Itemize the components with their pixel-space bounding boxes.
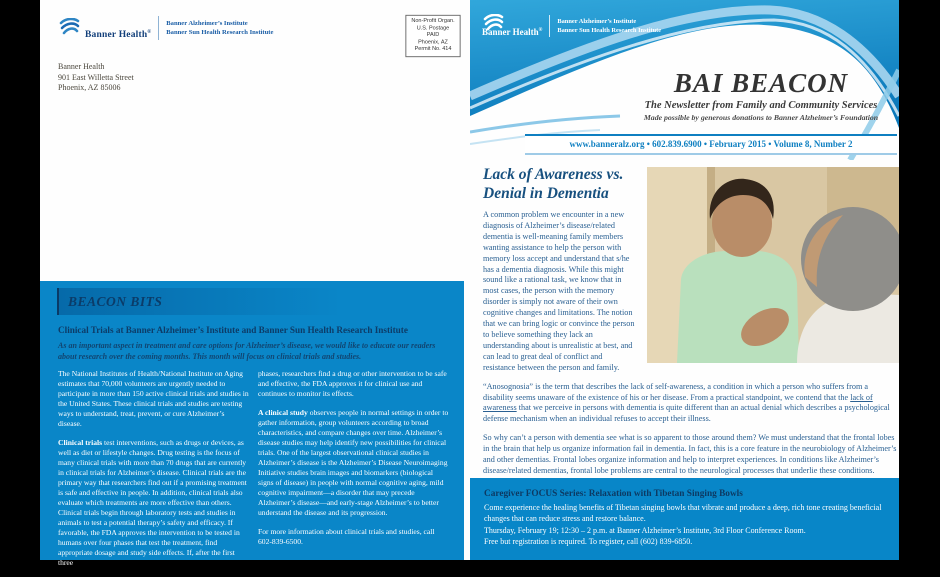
article-paragraph: A common problem we encounter in a new diagnosis of Alzheimer’s disease/related dementia is well-meaning family members wanting assistance to help the person with memory loss accept and understand that s/he has a dementia diagnosis. While this might sound like a rational task, we know that in most cases, the person with the memory disorder is simply not aware of their own cognitive changes and limitations. The notion that we can bring logic or convince the person to believe something they lack an understanding about is unrealistic at best, and can lead to great deal of conflict and resistance between the person and family. [483, 210, 635, 372]
logo-divider [158, 16, 159, 40]
beacon-bits-header-band [57, 288, 464, 315]
article-photo [647, 167, 899, 363]
issue-info-bar: www.banneralz.org • 602.839.6900 • February 2015 • Volume 8, Number 2 [525, 134, 897, 155]
institute-line: Banner Sun Health Research Institute [557, 26, 662, 34]
event-line: Thursday, February 19; 12:30 – 2 p.m. at Banner Alzheimer’s Institute, 3rd Floor Conference Room. [484, 525, 806, 535]
postage-permit-box: Non-Profit Organ. U.S. Postage PAID Phoenix, AZ Permit No. 414 [405, 15, 460, 57]
paragraph: The National Institutes of Health/National Institute on Aging estimates that 70,000 volunteers are urgently needed to participate in more than 150 active clinical trials and studies in the United States. These clinical trials and studies are testing ways to understand, treat, prevent, or cure Alzheimer’s disease. [58, 369, 249, 428]
institute-names [166, 19, 273, 37]
institute-line: Banner Alzheimer’s Institute [557, 17, 637, 25]
event-line: Come experience the healing benefits of Tibetan singing bowls that vibrate and produce a deep, rich tone creating beneficial changes that can reduce stress and restore balance. [484, 503, 882, 524]
institute-names [557, 17, 661, 35]
article-paragraph: “Anosognosia” is the term that describes the lack of self-awareness, a condition in which a person who suffers from a disability seems unaware of the existence of his or her disease. From a practical standpoint, we contend that the lack of awareness that we perceive in persons with dementia is quite different than an actual denial which describes a psychological defense mechanism when an individual refuses to accept their illness. [483, 381, 890, 424]
newsletter-title: BAI BEACON [673, 68, 849, 98]
address-line: 901 East Willetta Street [58, 72, 134, 82]
paragraph: phases, researchers find a drug or other intervention to be safe and effective, the FDA approves it for clinical use and continues to monitor its effects. [258, 369, 447, 398]
banner-health-logo-white [482, 14, 661, 37]
address-line: Banner Health [58, 62, 105, 71]
logo-divider [549, 15, 550, 37]
beacon-bits-heading: Clinical Trials at Banner Alzheimer’s Institute and Banner Sun Health Research Institute [58, 325, 408, 335]
newsletter-tagline: Made possible by generous donations to Banner Alzheimer’s Foundation [643, 113, 879, 122]
article-paragraph: So why can’t a person with dementia see what is so apparent to those around them? We must understand that the frontal lobes in the brain that help us organize information fail in dementia. In fact, this is a core feature in the neurobiology of Alzheimer’s and other dementias. Frontal lobes organize information and help to interpret experiences. In conditions like Alzheimer’s disease/related dementias, frontal lobe problems are central to the neurological processes that underlie these conditions. [483, 433, 897, 475]
newsletter-masthead [625, 68, 897, 122]
institute-line: Banner Sun Health Research Institute [166, 29, 274, 37]
event-line: Free but registration is required. To register, call (602) 839-6850. [484, 536, 693, 546]
paragraph: A clinical study observes people in normal settings in order to gather information, group volunteers according to broad characteristics, and compare changes over time. Alzheimer’s disease studies may help identify new possibilities for clinical trials. One of the largest observational clinical studies in Alzheimer’s disease is the Alzheimer’s Disease Neuroimaging Initiative studies brain images and biomarkers (biological signs of disease) in people with normal cognitive aging, mild cognitive impairment—a disorder that may precede Alzheimer’s disease—and early-stage Alzheimer’s to better understand the disease and its progression. [258, 408, 449, 517]
banner-health-swoosh-icon [482, 14, 504, 34]
photo-two-men-talking [647, 167, 899, 363]
bold-lead: Clinical trials [58, 438, 103, 447]
beacon-bits-column-2 [258, 369, 450, 556]
paragraph: For more information about clinical trials and studies, call 602-839-6500. [258, 527, 435, 546]
banner-health-logo [58, 16, 273, 40]
section-title: BEACON BITS [68, 293, 163, 309]
beacon-bits-intro: As an important aspect in treatment and care options for Alzheimer’s disease, we would like to educate our readers about research over the coming months. This month will focus on clinical trials and studies. [58, 341, 436, 361]
event-heading: Caregiver FOCUS Series: Relaxation with Tibetan Singing Bowls [484, 489, 743, 499]
lead-article [483, 164, 899, 485]
bold-lead: A clinical study [258, 408, 308, 417]
banner-health-swoosh-icon [58, 18, 80, 38]
caregiver-focus-event-band [470, 478, 899, 560]
beacon-bits-section [40, 281, 464, 567]
article-headline: Lack of Awareness vs. Denial in Dementia [483, 166, 624, 202]
underlined-phrase: lack of awareness [483, 392, 873, 413]
newsletter-subtitle: The Newsletter from Family and Community Services [644, 100, 878, 111]
newsletter-spread [40, 0, 899, 567]
institute-line: Banner Alzheimer’s Institute [166, 20, 248, 28]
banner-health-wordmark: Banner Health® [85, 30, 152, 41]
beacon-bits-column-1 [58, 369, 250, 577]
address-line: Phoenix, AZ 85006 [58, 83, 121, 92]
paragraph: Clinical trials test interventions, such as drugs or devices, as well as diet or lifestyle changes. Drug testing is the focus of many clinical trials with more than 70 drugs that are currently in clinical trials for Alzheimer’s disease. Clinical trials are the primary way that researchers find out if a promising treatment is safe and effective in people. In addition, clinical trials also evaluate which treatments are more effective than others. Clinical trials begin through laboratory tests and studies in animals to test a potential therapy’s safety and efficacy. If favorable, the FDA approves the intervention to be tested in humans over four phases that test the treatment, find appropriate dosage and study side effects. If, after the first three [58, 438, 247, 567]
return-address [58, 62, 134, 94]
banner-health-wordmark: Banner Health® [482, 27, 543, 37]
